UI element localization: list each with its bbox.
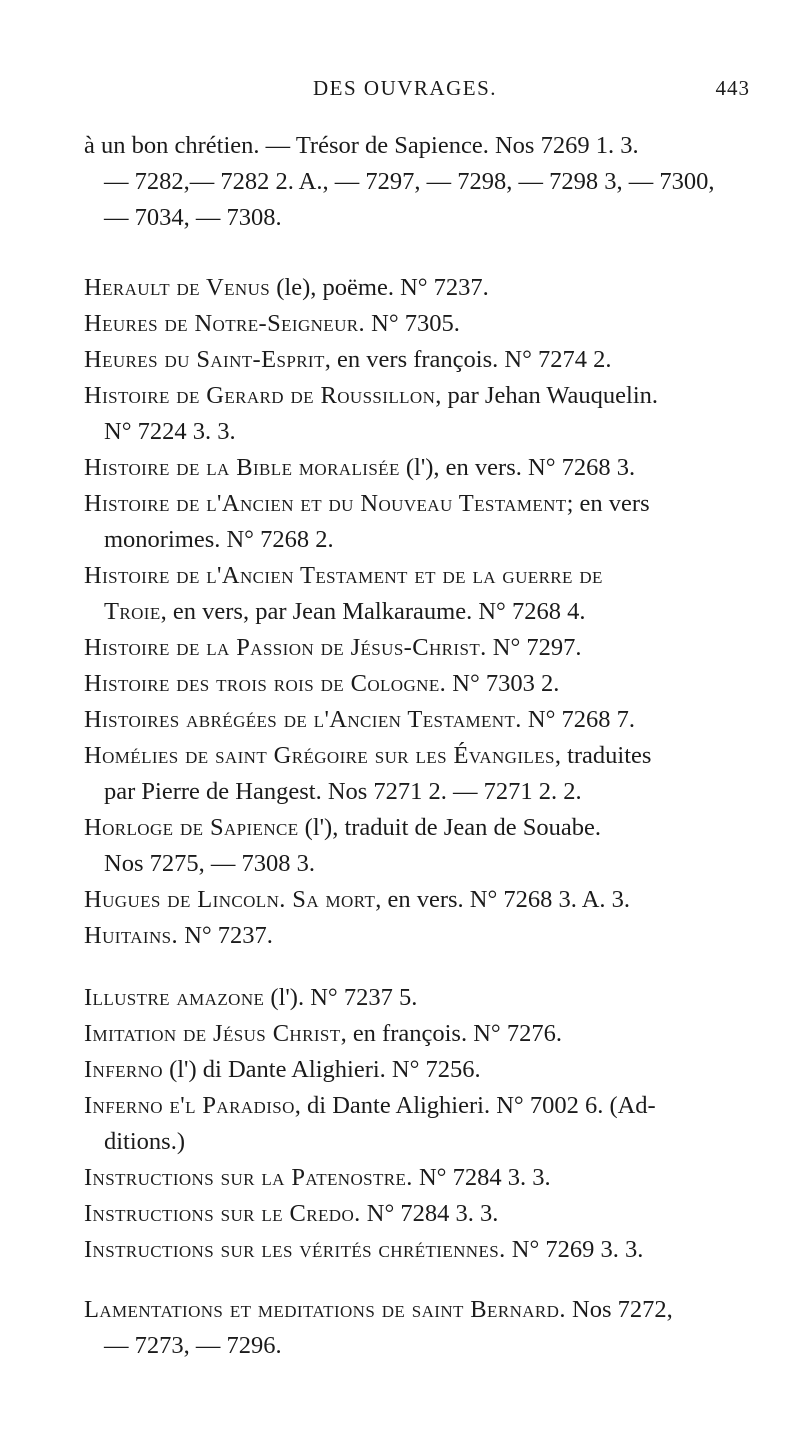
entry-heading: Heures du Saint-Esprit [84, 346, 325, 373]
entry-heading: Instructions sur les vérités chrétiennes. [84, 1236, 506, 1263]
running-head [60, 76, 750, 106]
entry-text: , di Dante Alighieri. N° 7002 6. (Ad- [294, 1092, 656, 1119]
entry-heading: Horloge de Sapience [84, 814, 299, 841]
index-entry [84, 666, 752, 702]
entry-heading: Inferno [84, 1056, 163, 1083]
index-entry [84, 270, 752, 306]
entry-heading: Inferno e'l Paradiso [84, 1092, 295, 1119]
entry-heading: Lamentations et meditations de saint Bernard. [84, 1296, 566, 1323]
index-entry [84, 1160, 752, 1196]
entry-heading: Herault de Venus [84, 274, 271, 301]
entry-text: N° 7284 3. 3. [412, 1164, 551, 1191]
entry-heading: Histoire de Gerard de Roussillon [84, 382, 436, 409]
index-entry [84, 630, 752, 666]
entry-heading: Imitation de Jésus Christ [84, 1020, 341, 1047]
entry-line: — 7282,— 7282 2. A., — 7297, — 7298, — 7298 3, — 7300, [104, 168, 715, 195]
entry-heading: Histoire de l'Ancien Testament et de la guerre de [84, 562, 603, 589]
entry-heading: Histoire de la Passion de Jésus-Christ. [84, 634, 487, 661]
index-entry [84, 342, 752, 378]
entry-text: N° 7284 3. 3. [360, 1200, 499, 1227]
entry-continuation: — 7273, — 7296. [104, 1332, 282, 1359]
entry-heading: Homélies de saint Grégoire sur les Évangiles [84, 742, 555, 769]
entry-text: , en vers. N° 7268 3. A. 3. [375, 886, 631, 913]
index-entry [84, 1292, 752, 1364]
entry-continuation: Nos 7275, — 7308 3. [104, 850, 315, 877]
index-entry [84, 810, 752, 882]
entry-text: , traduites [554, 742, 652, 769]
entry-continuation: N° 7224 3. 3. [104, 418, 236, 445]
entry-heading: Hugues de Lincoln. Sa mort [84, 886, 376, 913]
entry-text: (l'), en vers. N° 7268 3. [399, 454, 636, 481]
entry-text: , en vers, par Jean Malkaraume. N° 7268 4. [160, 598, 586, 625]
entry-heading: Instructions sur la Patenostre. [84, 1164, 413, 1191]
index-entry [84, 378, 752, 450]
entry-heading-continued: Troie [104, 598, 161, 625]
entry-line: à un bon chrétien. — Trésor de Sapience. Nos 7269 1. 3. [84, 132, 639, 159]
index-entry [84, 558, 752, 630]
entry-text: N° 7269 3. 3. [505, 1236, 644, 1263]
index-entry [84, 486, 752, 558]
entry-text: (l') di Dante Alighieri. N° 7256. [162, 1056, 481, 1083]
entry-continuation: monorimes. N° 7268 2. [104, 526, 334, 553]
entry-continuation [84, 594, 752, 630]
entry-heading: Histoire de la Bible moralisée [84, 454, 400, 481]
index-entry [84, 1088, 752, 1160]
index-entry [84, 306, 752, 342]
index-entry [84, 702, 752, 738]
index-entry [84, 1196, 752, 1232]
entry-heading: Instructions sur le Credo. [84, 1200, 361, 1227]
entry-heading: Huitains. [84, 922, 179, 949]
entry-text: , en vers françois. N° 7274 2. [324, 346, 612, 373]
entry-text: N° 7297. [486, 634, 582, 661]
index-entry [84, 1232, 752, 1268]
index-entry [84, 882, 752, 918]
running-head-title: DES OUVRAGES. [312, 76, 497, 100]
page-number: 443 [715, 76, 750, 100]
entry-text: , en françois. N° 7276. [340, 1020, 562, 1047]
index-entry [84, 738, 752, 810]
index-entry [84, 980, 752, 1016]
index-entry [84, 918, 752, 954]
entry-text: ; en vers [566, 490, 650, 517]
entry-text: N° 7237. [178, 922, 273, 949]
entry-text: N° 7303 2. [446, 670, 560, 697]
index-entry-continued [84, 128, 752, 236]
entry-heading: Histoire des trois rois de Cologne. [84, 670, 447, 697]
entry-text: N° 7305. [365, 310, 460, 337]
entry-text: Nos 7272, [565, 1296, 673, 1323]
entry-text: (l'). N° 7237 5. [264, 984, 418, 1011]
entry-text: (le), poëme. N° 7237. [270, 274, 489, 301]
index-entry [84, 1052, 752, 1088]
entry-continuation: ditions.) [104, 1128, 185, 1155]
index-entry [84, 1016, 752, 1052]
entry-heading: Histoire de l'Ancien et du Nouveau Testament [84, 490, 567, 517]
entry-heading: Heures de Notre-Seigneur. [84, 310, 366, 337]
index-entry [84, 450, 752, 486]
entry-heading: Illustre amazone [84, 984, 265, 1011]
entry-text: (l'), traduit de Jean de Souabe. [298, 814, 601, 841]
entry-text: N° 7268 7. [521, 706, 636, 733]
entry-text: , par Jehan Wauquelin. [435, 382, 659, 409]
entry-continuation: par Pierre de Hangest. Nos 7271 2. — 7271 2. 2. [104, 778, 582, 805]
entry-heading: Histoires abrégées de l'Ancien Testament. [84, 706, 522, 733]
entry-line: — 7034, — 7308. [104, 204, 282, 231]
